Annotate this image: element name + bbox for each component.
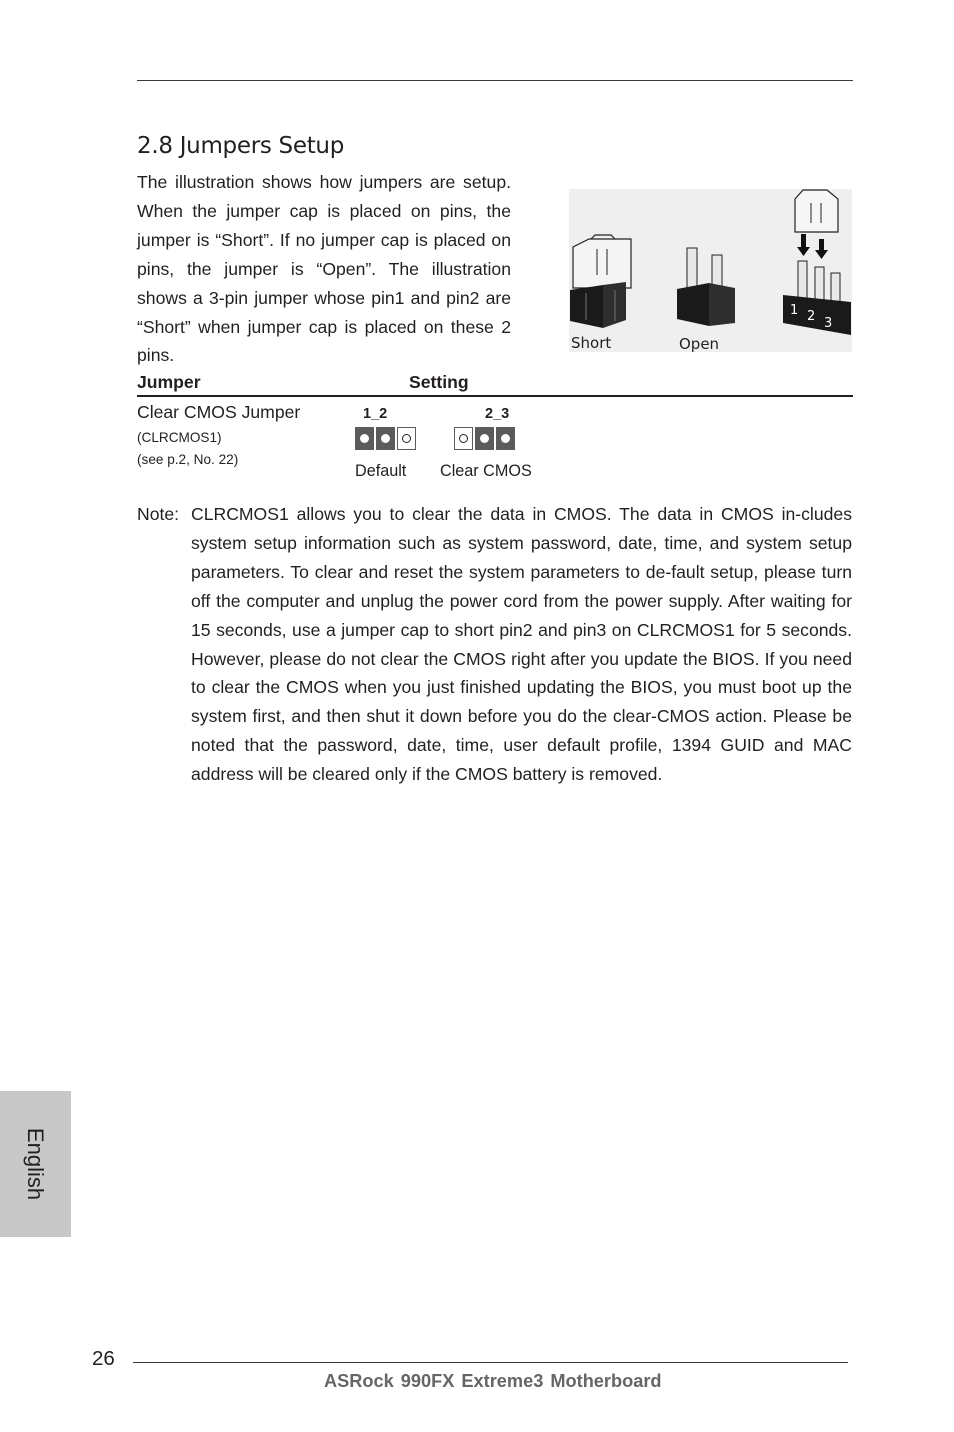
table-header-jumper: Jumper xyxy=(137,372,201,392)
open-label: Open xyxy=(679,335,720,352)
clear-cmos-caption: Clear CMOS xyxy=(440,462,532,480)
note-label: Note: xyxy=(137,504,180,524)
pin-shorted xyxy=(376,427,395,450)
open-jumper-drawing xyxy=(677,248,735,326)
default-pins-label: 1_2 xyxy=(363,406,388,422)
pin-shorted xyxy=(355,427,374,450)
page-number: 26 xyxy=(92,1347,115,1370)
footer-rule xyxy=(133,1362,848,1363)
clear-pins-label: 2_3 xyxy=(485,406,510,422)
clear-cmos-pin-diagram xyxy=(454,427,515,450)
header-rule xyxy=(137,80,853,81)
default-pin-diagram xyxy=(355,427,416,450)
intro-paragraph: The illustration shows how jumpers are setup. When the jumper cap is placed on pins, the jumper is “Short”. If no jumper cap is placed on pins, the jumper is “Open”. The illustration shows a 3-pin jumper whose pin1 and pin2 are “Short” when jumper cap is placed on these 2 pins. xyxy=(137,172,511,366)
pin-1-label: 1 xyxy=(790,303,799,318)
section-title: 2.8 Jumpers Setup xyxy=(137,133,344,159)
language-tab-label: English xyxy=(23,1127,48,1201)
language-tab xyxy=(0,1091,71,1237)
note-body: CLRCMOS1 allows you to clear the data in CMOS. The data in CMOS in-cludes system setup information such as system password, date, time, and system setup parameters. To clear and reset the system parameters to de-fault setup, please turn off the computer and unplug the power cord from the power supply. After waiting for 15 seconds, use a jumper cap to short pin2 and pin3 on CLRCMOS1 for 5 seconds. However, please do not clear the CMOS right after you update the BIOS. If you need to clear the CMOS when you just finished updating the BIOS, you must boot up the system first, and then shut it down before you do the clear-CMOS action. Please be noted that the password, date, time, user default profile, 1394 GUID and MAC address will be cleared only if the CMOS battery is removed. xyxy=(191,504,852,785)
pin-open xyxy=(454,427,473,450)
short-label: Short xyxy=(571,334,612,352)
default-caption: Default xyxy=(355,462,407,480)
pin-shorted xyxy=(475,427,494,450)
table-header-setting: Setting xyxy=(409,372,469,392)
pin-3-label: 3 xyxy=(824,316,833,331)
jumper-illustration xyxy=(569,189,852,352)
pin-open xyxy=(397,427,416,450)
jumper-id: (CLRCMOS1) xyxy=(137,430,222,445)
pin-shorted xyxy=(496,427,515,450)
jumper-name: Clear CMOS Jumper xyxy=(137,402,301,422)
pin-2-label: 2 xyxy=(807,309,816,324)
footer-title: ASRock 990FX Extreme3 Motherboard xyxy=(324,1371,662,1391)
short-jumper-drawing xyxy=(570,235,631,328)
table-rule xyxy=(137,395,853,397)
jumper-page-ref: (see p.2, No. 22) xyxy=(137,452,239,467)
